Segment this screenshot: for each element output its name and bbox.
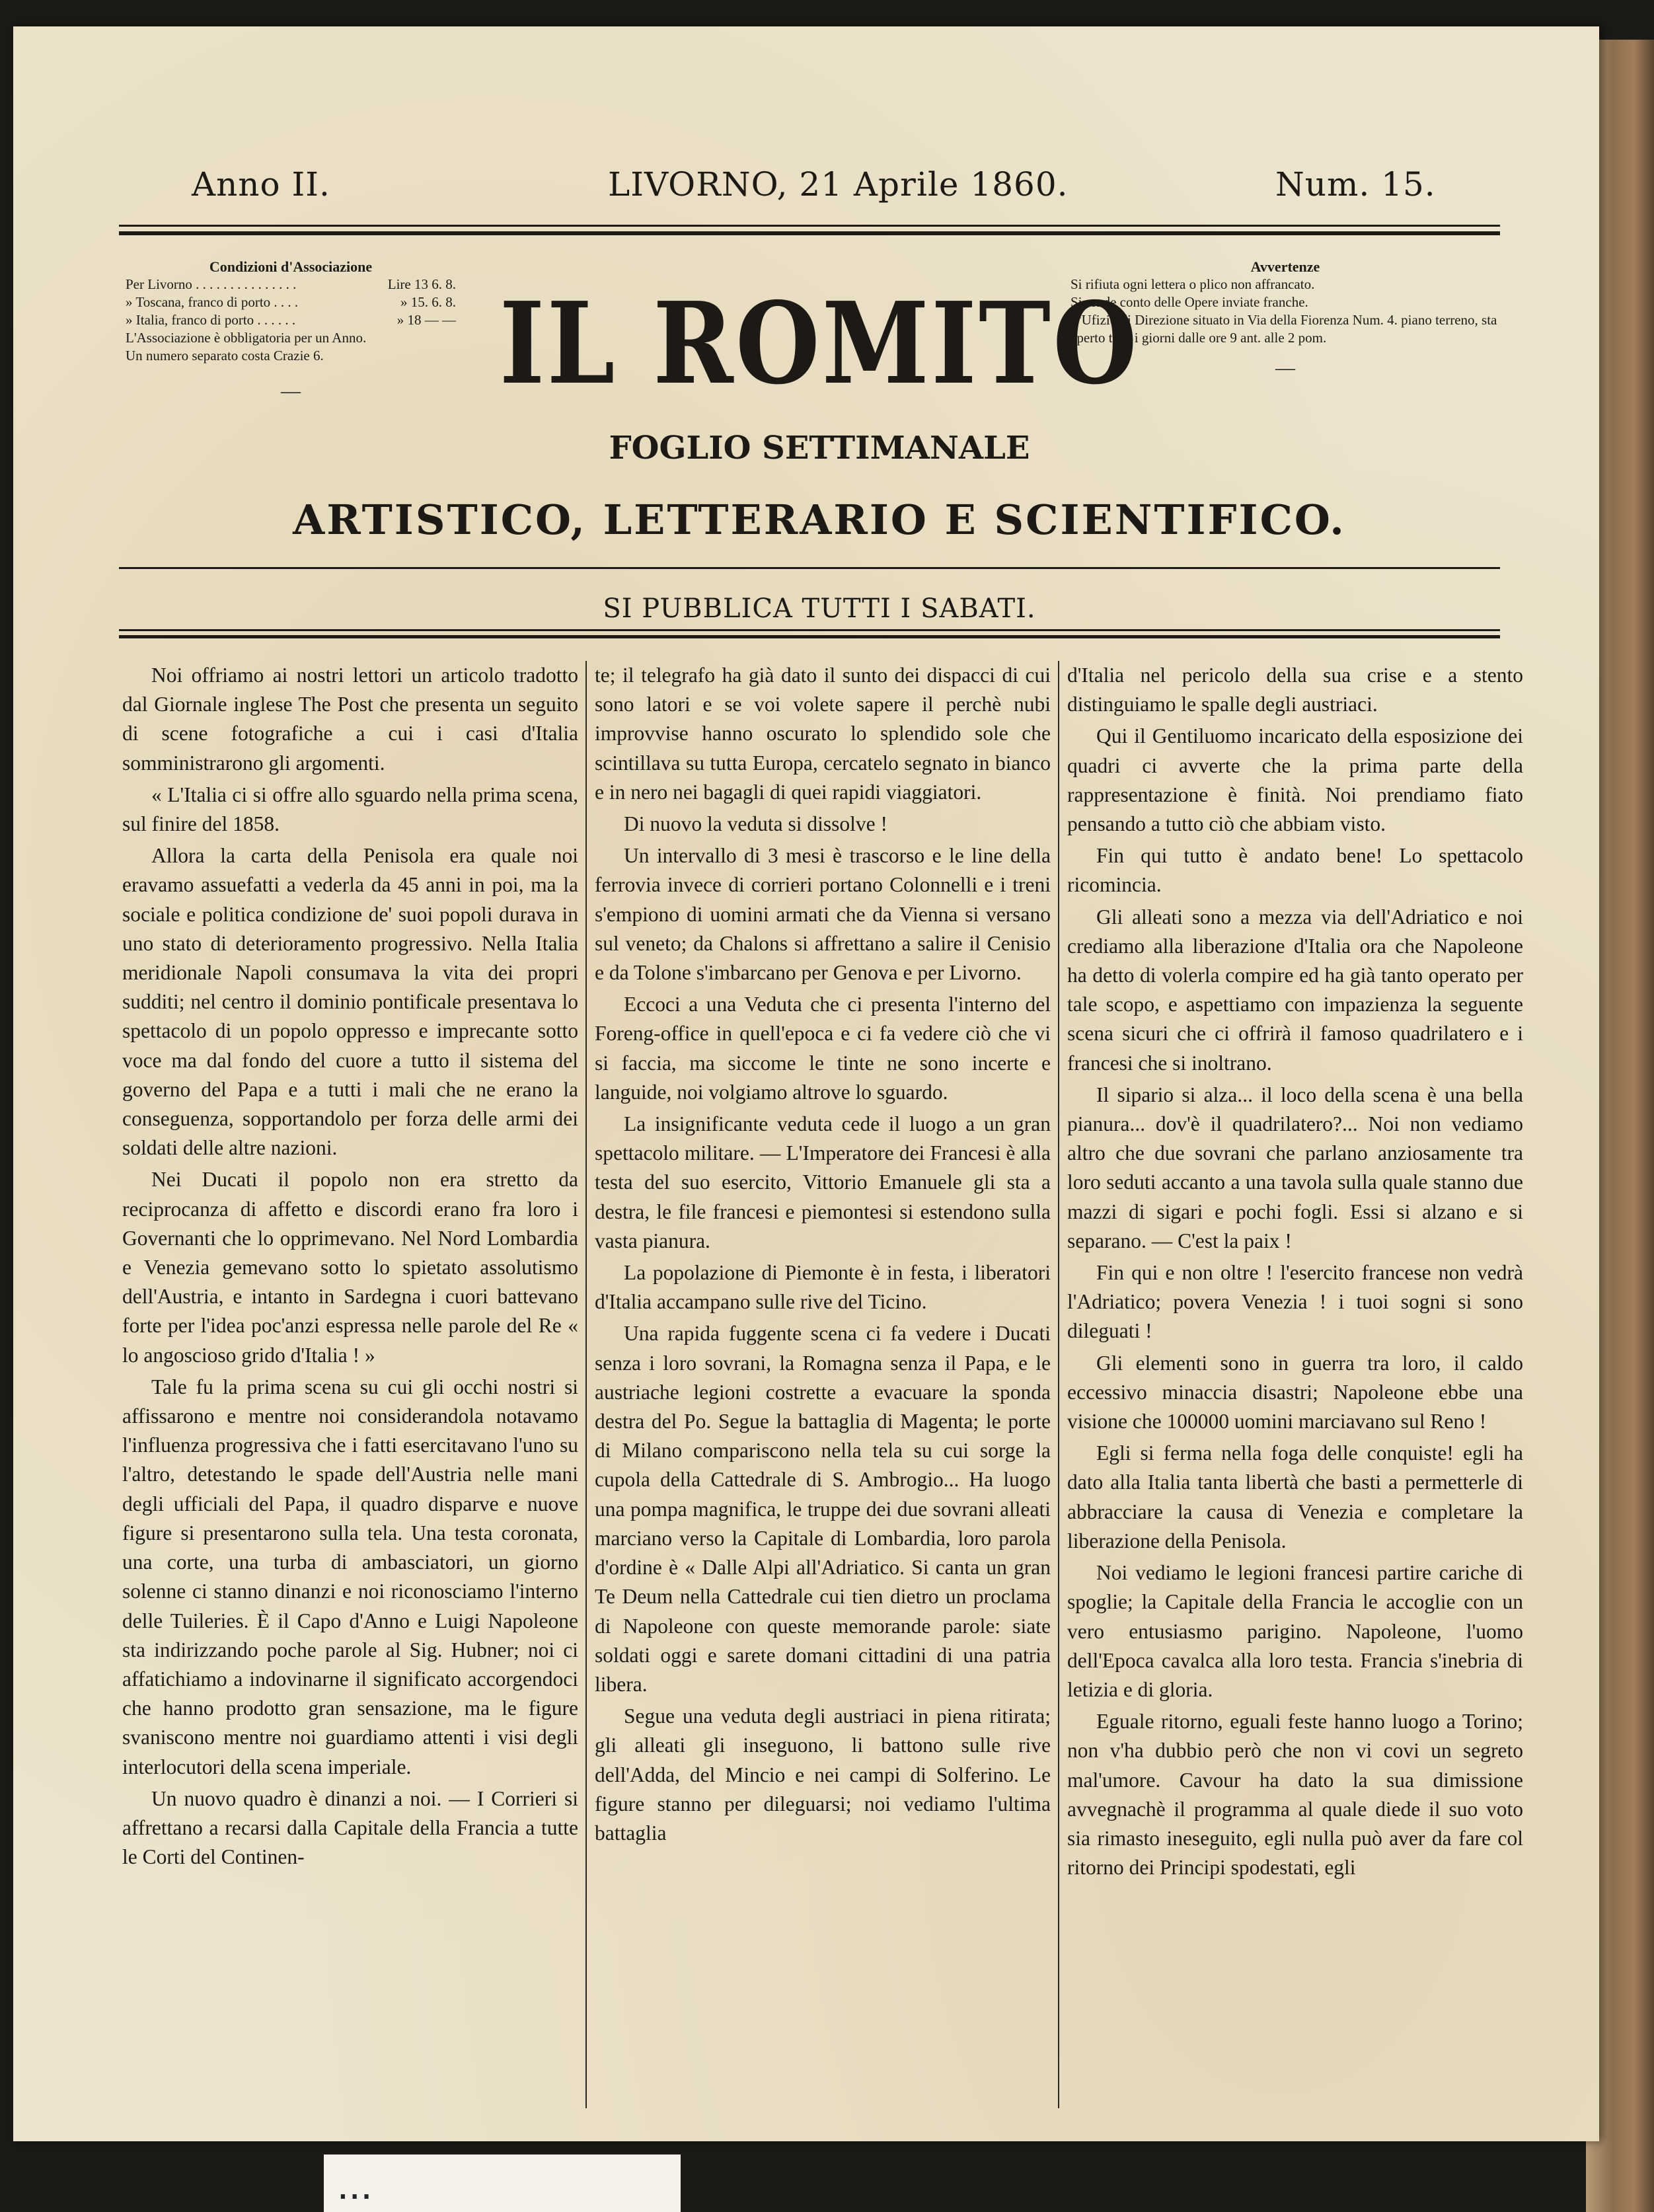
issue-number: Num. 15.	[1275, 165, 1436, 204]
conditions-row: Per Livorno . . . . . . . . . . . . . . . Lire 13 6. 8.	[126, 276, 456, 292]
conditions-note: Un numero separato costa Crazie 6.	[126, 348, 324, 363]
publication-rule-thick	[119, 635, 1500, 638]
publication-rule-top	[119, 567, 1500, 569]
notice-line: L'Ufizio di Direzione situato in Via della Fiorenza Num. 4. piano terreno, sta aperto tutti i giorni dalle ore 9 ant. alle 2 pom.	[1071, 312, 1497, 346]
notices-title: Avvertenze	[1250, 258, 1320, 275]
notices	[1071, 258, 1500, 377]
masthead-subtitle-2: ARTISTICO, LETTERARIO E SCIENTIFICO.	[293, 496, 1346, 544]
paragraph: Eguale ritorno, eguali feste hanno luogo a Torino; non v'ha dubbio però che non vi covi un segreto mal'umore. Cavour ha dato la sua dimissione avvegnachè il programma al quale diede il suo voto sia rimasto ineseguito, egli nulla può aver da fare col ritorno dei Principi spodestati, egli	[1067, 1710, 1523, 1880]
paragraph: La popolazione di Piemonte è in festa, i liberatori d'Italia accampano sulle rive del Ticino.	[595, 1261, 1051, 1314]
publication-note: SI PUBBLICA TUTTI I SABATI.	[603, 593, 1036, 624]
paragraph: Il sipario si alza... il loco della scena è una bella pianura... dov'è il quadrilatero?... Noi non vediamo altro che due sovrani che parlano anziosamente tra loro seduti accanto a una tavola sulla quale stanno due mazzi di sigari e pochi fogli. Essi si alzano e si separano. — C'est la paix !	[1067, 1083, 1523, 1252]
dateline: LIVORNO, 21 Aprile 1860.	[608, 165, 1069, 204]
header-rule-thick	[119, 231, 1500, 235]
paragraph: te; il telegrafo ha già dato il sunto dei dispacci di cui sono latori e se voi volete sapere il perchè nubi improvvise hanno oscurato lo splendido sole che scintillava su tutta Europa, cercatelo segnato in bianco e in nero nei bagagli di quei rapidi viaggiatori.	[595, 664, 1051, 804]
masthead-title: IL ROMITO	[499, 278, 1140, 410]
paragraph: Egli si ferma nella foga delle conquiste! egli ha dato alla Italia tanta libertà che basti a permetterle di abbracciare la causa di Venezia e completare la liberazione della Penisola.	[1067, 1441, 1523, 1552]
paragraph: Gli alleati sono a mezza via dell'Adriatico e noi crediamo alla liberazione d'Italia ora che Napoleone ha detto di volerla compire ed ha già tanto operato per tale scopo, e aspettiamo con impazienza la seguente scena sicuri che ci offrirà il famoso quadrilatero e i francesi che si inoltrano.	[1067, 905, 1523, 1075]
publication-rule-bottom	[119, 629, 1500, 631]
separator-dash: —	[281, 380, 301, 402]
paragraph: Fin qui e non oltre ! l'esercito francese non vedrà l'Adriatico; povera Venezia ! i tuoi sogni si sono dileguati !	[1067, 1261, 1523, 1343]
paragraph: Gli elementi sono in guerra tra loro, il caldo eccessivo minaccia disastri; Napoleone ebbe una visione che 100000 uomini marciavano sul Reno !	[1067, 1351, 1523, 1433]
paragraph: Una rapida fuggente scena ci fa vedere i Ducati senza i loro sovrani, la Romagna senza il Papa, e le austriache legioni costrette a evacuare la sponda destra del Po. Segue la battaglia di Magenta; le porte di Milano compariscono nella tela su cui sorge la cupola della Cattedrale di S. Ambrogio... Ha luogo una pompa magnifica, le truppe dei due sovrani alleati marciano verso la Capitale di Lombardia, loro parola d'ordine è « Dalle Alpi all'Adriatico. Si canta un gran Te Deum nella Cattedrale cui tien dietro un proclama di Napoleone con queste memorande parole: siate soldati oggi e sarete domani cittadini di una patria libera.	[595, 1322, 1051, 1696]
paragraph: Noi offriamo ai nostri lettori un articolo tradotto dal Giornale inglese The Post che presenta un seguito di scene fotografiche a cui i casi d'Italia somministrarono gli argomenti.	[122, 664, 578, 775]
separator-dash: —	[1275, 357, 1295, 379]
library-label: ...	[324, 2155, 681, 2212]
paragraph: d'Italia nel pericolo della sua crise e a stento distinguiamo le spalle degli austriaci.	[1067, 664, 1523, 716]
header-rule-top	[119, 225, 1500, 227]
paragraph: Allora la carta della Penisola era quale noi eravamo assuefatti a vederla da 45 anni in poi, ma la sociale e politica condizione de' suoi popoli durava in uno stato di deterioramento progressivo. Nella Italia meridionale Napoli consumava la vita dei propri sudditi; nel centro il dominio pontificale presentava lo spettacolo di un popolo oppresso e imprecante sotto voce ma dal fondo del cuore a tutto il sistema del governo del Papa e a tutti i mali che ne erano la conseguenza, sopportandolo per forza delle armi dei soldati delle altre nazioni.	[122, 844, 578, 1160]
paragraph: « L'Italia ci si offre allo sguardo nella prima scena, sul finire del 1858.	[122, 782, 578, 836]
paragraph: Noi vediamo le legioni francesi partire cariche di spoglie; la Capitale della Francia le accoglie con un vero entusiasmo parigino. Napoleone, l'uomo dell'Epoca cavalca alla loro testa. Francia s'inebria di letizia e di gloria.	[1067, 1561, 1523, 1701]
issue-year: Anno II.	[192, 165, 330, 204]
masthead-subtitle: FOGLIO SETTIMANALE	[609, 430, 1030, 467]
paragraph: Eccoci a una Veduta che ci presenta l'interno del Foreng-office in quell'epoca e ci fa vedere ciò che vi si faccia, ma siccome le tinte ne sono incerte e languide, noi volgiamo altrove lo sguardo.	[595, 993, 1051, 1104]
article-column-3	[1067, 661, 1523, 2108]
notice-line: Si rifiuta ogni lettera o plico non affrancato.	[1071, 276, 1315, 292]
conditions-note: L'Associazione è obbligatoria per un Anno.	[126, 330, 367, 346]
paragraph: Un nuovo quadro è dinanzi a noi. — I Corrieri si affrettano a recarsi dalla Capitale della Francia a tutte le Corti del Continen-	[122, 1786, 578, 1869]
column-divider	[1058, 661, 1059, 2108]
conditions-title: Condizioni d'Associazione	[209, 258, 373, 275]
article-column-1	[122, 661, 578, 2108]
subscription-conditions	[126, 258, 456, 400]
paragraph: Tale fu la prima scena su cui gli occhi nostri si affissarono e mentre noi considerandola notavamo l'influenza progressiva che i fatti esercitavano l'uno su l'altro, detestando le spade dell'Austria nelle mani degli ufficiali del Papa, il quadro disparve e nuove figure si presentarono sulla tela. Una testa coronata, una corte, una turba di ambasciatori, un giorno solenne ci stanno dinanzi e noi riconosciamo l'interno delle Tuileries. È il Capo d'Anno e Luigi Napoleone sta indirizzando poche parole al Sig. Hubner; noi ci affatichiamo a indovinarne il significato accorgendoci che hanno prodotto gran sensazione, ma le figure svaniscono mentre noi guardiamo attenti i visi degli interlocutori della scena imperiale.	[122, 1375, 578, 1778]
notice-line: Si rende conto delle Opere inviate franche.	[1071, 294, 1308, 310]
conditions-row: » Italia, franco di porto . . . . . . » 18 — —	[126, 312, 456, 328]
paragraph: Segue una veduta degli austriaci in piena ritirata; gli alleati gli inseguono, li battono sulle rive dell'Adda, del Mincio e nei campi di Solferino. Le figure stanno per dileguarsi; noi vediamo l'ultima battaglia	[595, 1704, 1051, 1845]
paragraph: Nei Ducati il popolo non era stretto da reciprocanza di affetto e discordi erano fra loro i Governanti che lo opprimevano. Nel Nord Lombardia e Venezia gemevano sotto lo spietato assolutismo dell'Austria, e intanto in Sardegna i cuori battevano forte per l'idea poc'anzi espressa nelle parole del Re « lo angoscioso grido d'Italia ! »	[122, 1168, 578, 1367]
paragraph: Qui il Gentiluomo incaricato della esposizione dei quadri ci avverte che la prima parte della rappresentazione è finità. Noi prendiamo fiato pensando a tutto ciò che abbiam visto.	[1067, 724, 1523, 836]
paragraph: La insignificante veduta cede il luogo a un gran spettacolo militare. — L'Imperatore dei Francesi è alla testa del suo esercito, Vittorio Emanuele gli sta a destra, le file francesi e piemontesi si estendono sulla vasta pianura.	[595, 1112, 1051, 1252]
column-divider	[585, 661, 587, 2108]
paragraph: Fin qui tutto è andato bene! Lo spettacolo ricomincia.	[1067, 844, 1523, 897]
paragraph: Un intervallo di 3 mesi è trascorso e le line della ferrovia invece di corrieri portano Colonnelli e i treni s'empiono di uomini armati che da Vienna si versano sul veneto; da Chalons si affrettano a salire il Cenisio e da Tolone s'imbarcano per Genova e per Livorno.	[595, 844, 1051, 985]
newspaper-page	[13, 26, 1599, 2141]
article-column-2	[595, 661, 1051, 2108]
conditions-row: » Toscana, franco di porto . . . . » 15. 6. 8.	[126, 294, 456, 310]
paragraph: Di nuovo la veduta si dissolve !	[624, 812, 887, 836]
